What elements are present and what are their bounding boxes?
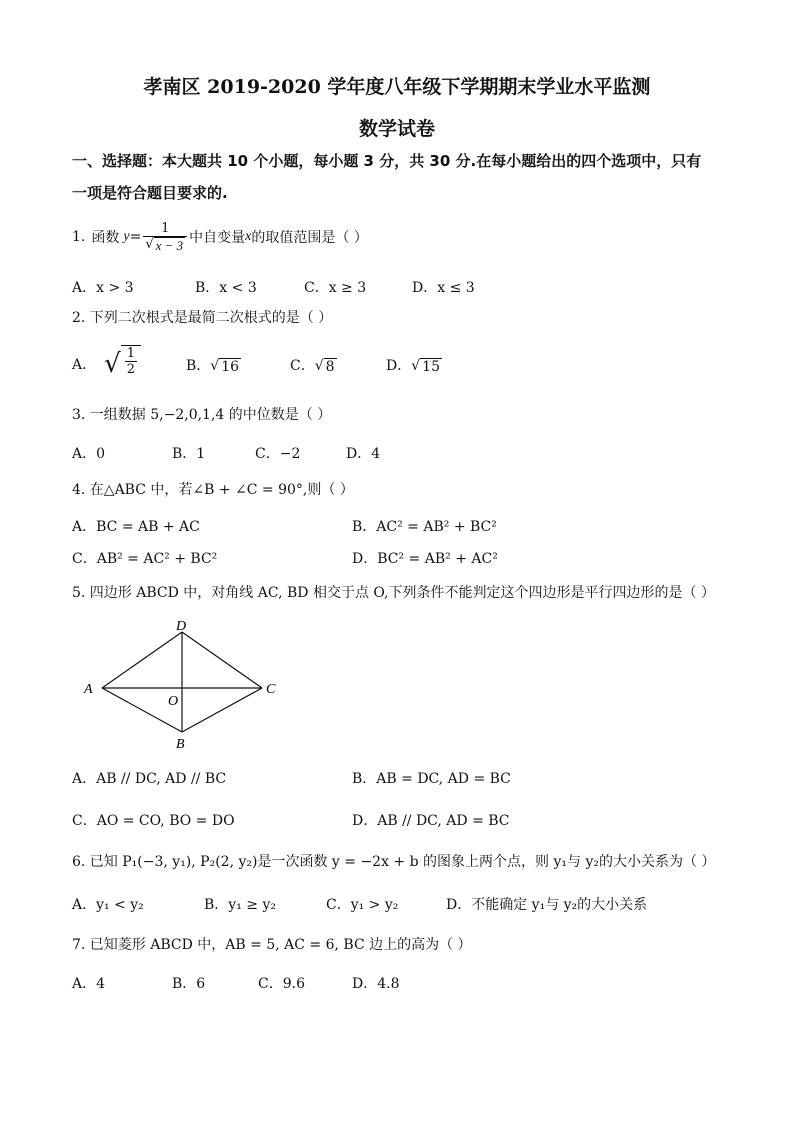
q4-option-c: C．AB² = AC² + BC² bbox=[72, 551, 218, 567]
q6-option-c: C．y₁ > y₂ bbox=[326, 897, 399, 913]
q3-option-b: B．1 bbox=[172, 446, 206, 462]
q7-option-c: C．9.6 bbox=[258, 976, 305, 992]
q2-option-a-label: A． bbox=[72, 357, 97, 373]
q3-option-c: C．−2 bbox=[255, 446, 301, 462]
label-c: C bbox=[266, 682, 276, 697]
q1-pre: 函数 bbox=[91, 230, 120, 246]
q2-option-a: A． √ $\frac{1}{2}$ bbox=[72, 343, 141, 385]
question-6: 6. 已知 P₁(−3, y₁), P₂(2, y₂)是一次函数 y = −2x + b 的图象上两个点，则 y₁与 y₂的大小关系为（ ） bbox=[72, 854, 716, 870]
question-5: 5. 四边形 ABCD 中，对角线 AC, BD 相交于点 O,下列条件不能判定这个四边形是平行四边形的是（ ） bbox=[72, 585, 715, 601]
q2-option-d-label: D． bbox=[386, 358, 412, 374]
q1-option-b: B．x < 3 bbox=[195, 280, 257, 296]
q2-option-d: D． √ 15 bbox=[386, 358, 440, 375]
label-b: B bbox=[176, 737, 185, 752]
q1-eq: = bbox=[129, 229, 142, 245]
label-o: O bbox=[168, 694, 179, 709]
q1-number: 1. bbox=[72, 229, 86, 245]
q5-option-c: C．AO = CO, BO = DO bbox=[72, 813, 235, 829]
q2-option-c-radicand: 8 bbox=[325, 359, 335, 375]
q1-fraction bbox=[143, 221, 187, 253]
q6-option-d: D．不能确定 y₁与 y₂的大小关系 bbox=[446, 897, 648, 913]
side-cb bbox=[182, 688, 262, 732]
q1-option-c: C．x ≥ 3 bbox=[304, 280, 367, 296]
q2-a-numerator: 1 bbox=[126, 346, 135, 361]
question-1 bbox=[72, 214, 368, 260]
q3-option-d: D．4 bbox=[346, 446, 381, 462]
q2-option-c-label: C． bbox=[290, 358, 315, 374]
q1-option-a: A．x > 3 bbox=[72, 280, 134, 296]
q7-option-a: A．4 bbox=[72, 976, 106, 992]
question-2: 2. 下列二次根式是最简二次根式的是（ ） bbox=[72, 310, 333, 326]
q5-option-a: A．AB // DC, AD // BC bbox=[72, 771, 227, 787]
q1-option-d: D．x ≤ 3 bbox=[412, 280, 475, 296]
q2-option-c: C． √ 8 bbox=[290, 358, 335, 375]
page-title: 孝南区 2019-2020 学年度八年级下学期期末学业水平监测 bbox=[143, 76, 651, 98]
q1-post: 中自变量 bbox=[189, 230, 246, 246]
question-4: 4. 在△ABC 中，若∠B + ∠C = 90°,则（ ） bbox=[72, 482, 354, 498]
quadrilateral-figure bbox=[80, 618, 290, 754]
q4-option-a: A．BC = AB + AC bbox=[72, 519, 200, 535]
q5-option-d: D．AB // DC, AD = BC bbox=[352, 813, 510, 829]
question-7: 7. 已知菱形 ABCD 中，AB = 5, AC = 6, BC 边上的高为（ ） bbox=[72, 937, 472, 953]
q1-var: x bbox=[245, 229, 252, 244]
q2-a-denominator: 2 bbox=[126, 362, 135, 377]
section-heading: 一、选择题：本大题共 10 个小题，每小题 3 分，共 30 分.在每小题给出的四个选项中，只有 bbox=[72, 152, 702, 170]
q1-numerator: 1 bbox=[161, 221, 170, 236]
section-heading-cont: 一项是符合题目要求的. bbox=[72, 184, 228, 202]
label-d: D bbox=[176, 619, 187, 634]
q1-radicand: x − 3 bbox=[155, 238, 184, 253]
q7-option-d: D．4.8 bbox=[352, 976, 400, 992]
page-subtitle: 数学试卷 bbox=[358, 118, 435, 140]
q2-option-b-radicand: 16 bbox=[221, 359, 240, 375]
q4-option-d: D．BC² = AB² + AC² bbox=[352, 551, 498, 567]
q1-tail: 的取值范围是（ ） bbox=[251, 230, 368, 246]
side-dc bbox=[182, 632, 262, 688]
q2-option-d-radicand: 15 bbox=[422, 359, 440, 375]
label-a: A bbox=[84, 682, 93, 697]
q6-option-a: A．y₁ < y₂ bbox=[72, 897, 144, 913]
q7-option-b: B．6 bbox=[172, 976, 206, 992]
q1-denominator: √ x − 3 bbox=[143, 236, 187, 253]
q2-option-b: B． √ 16 bbox=[186, 358, 240, 375]
q5-option-b: B．AB = DC, AD = BC bbox=[352, 771, 511, 787]
q1-y: y bbox=[123, 229, 130, 244]
q3-option-a: A．0 bbox=[72, 446, 106, 462]
q6-option-b: B．y₁ ≥ y₂ bbox=[204, 897, 276, 913]
side-ad bbox=[102, 632, 182, 688]
question-3: 3. 一组数据 5,−2,0,1,4 的中位数是（ ） bbox=[72, 407, 332, 423]
q2-option-b-label: B． bbox=[186, 358, 211, 374]
q4-option-b: B．AC² = AB² + BC² bbox=[352, 519, 497, 535]
